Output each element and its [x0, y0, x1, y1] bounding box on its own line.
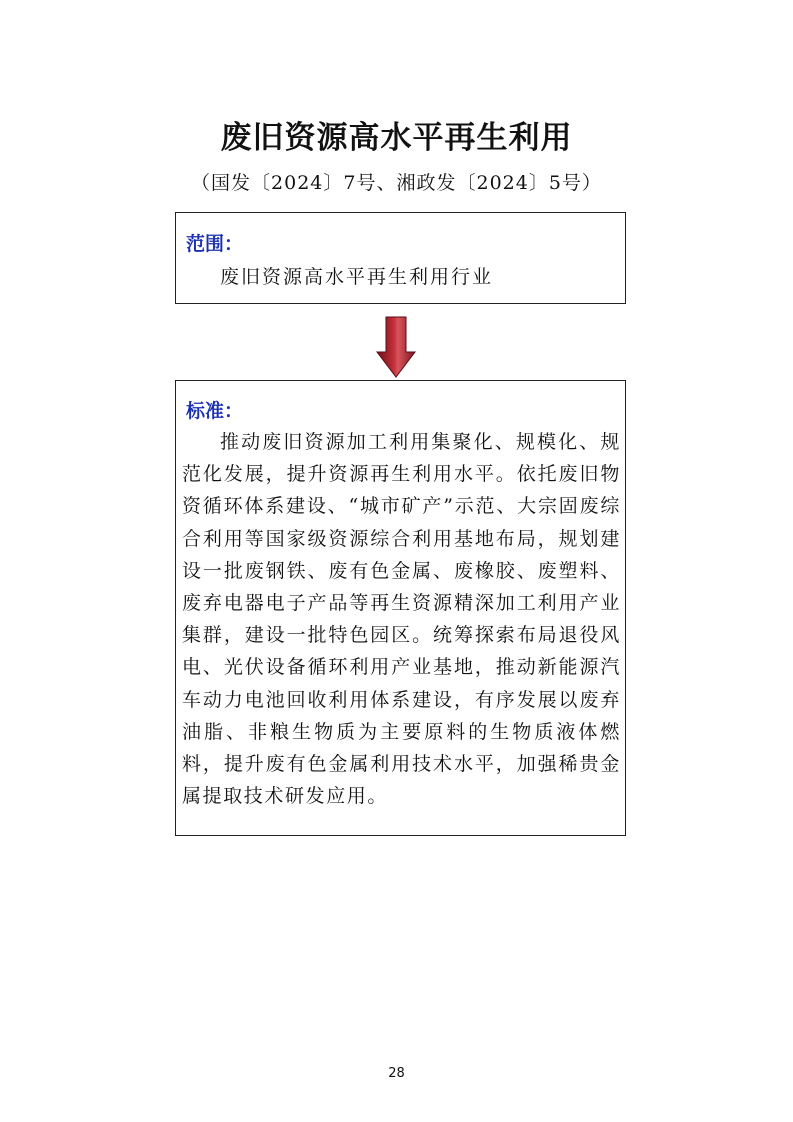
down-arrow-icon: [376, 316, 416, 378]
standard-box: [175, 380, 626, 836]
standard-text: 推动废旧资源加工利用集聚化、规模化、规范化发展，提升资源再生利用水平。依托废旧物资循环体系建设、“城市矿产”示范、大宗固废综合利用等国家级资源综合利用基地布局，规划建设一批废钢铁、废有色金属、废橡胶、废塑料、废弃电器电子产品等再生资源精深加工利用产业集群，建设一批特色园区。统筹探索布局退役风电、光伏设备循环利用产业基地，推动新能源汽车动力电池回收利用体系建设，有序发展以废弃油脂、非粮生物质为主要原料的生物质液体燃料，提升废有色金属利用技术水平，加强稀贵金属提取技术研发应用。: [182, 431, 621, 808]
standard-label: 标准：: [186, 400, 244, 422]
scope-label: 范围：: [186, 233, 244, 255]
document-subtitle: （国发〔2024〕7号、湘政发〔2024〕5号）: [191, 172, 602, 194]
document-title: 废旧资源高水平再生利用: [220, 120, 573, 156]
scope-text: 废旧资源高水平再生利用行业: [220, 266, 494, 288]
scope-box: [175, 212, 626, 304]
page-number: 28: [388, 1066, 405, 1081]
